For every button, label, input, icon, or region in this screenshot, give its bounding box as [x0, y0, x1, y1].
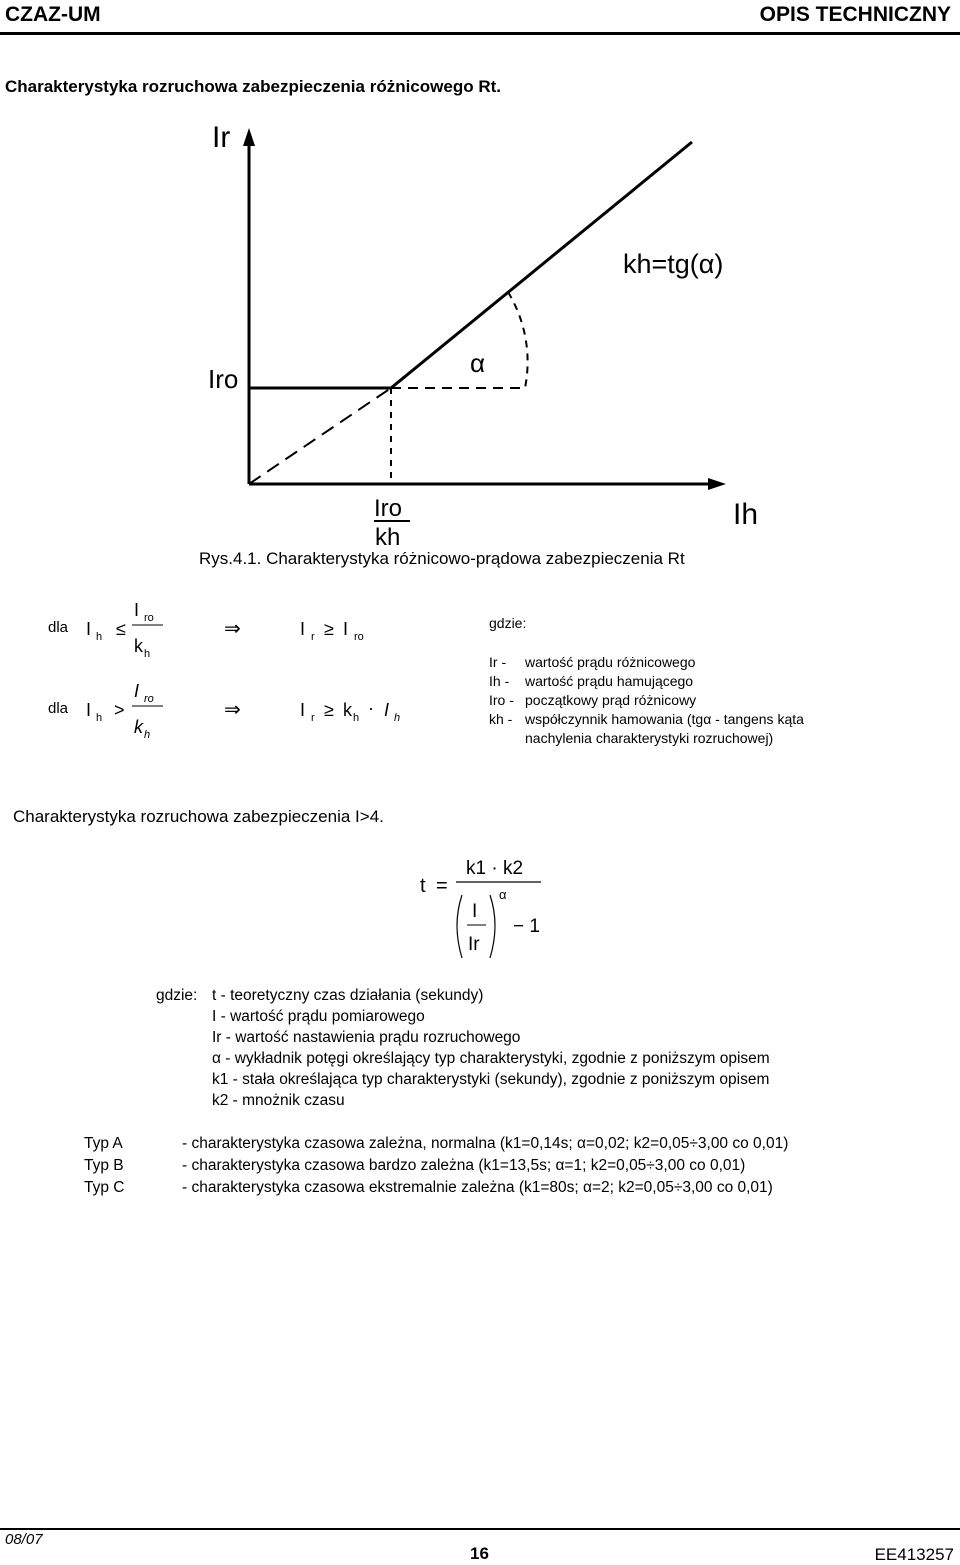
formula-exponent: α	[499, 887, 507, 902]
type-b-desc: - charakterystyka czasowa bardzo zależna (k1=13,5s; α=1; k2=0,05÷3,00 co 0,01)	[182, 1157, 746, 1174]
legend1-intro: gdzie:	[489, 615, 527, 631]
svg-text:≤: ≤	[116, 619, 126, 639]
x-axis-arrow	[708, 478, 726, 490]
footer-code: EE413257	[874, 1545, 954, 1564]
characteristic-diagram	[0, 0, 960, 560]
svg-text:h: h	[144, 729, 151, 741]
x-axis-label: Ih	[733, 498, 759, 531]
figure-caption: Rys.4.1. Charakterystyka różnicowo-prądowa zabezpieczenia Rt	[199, 549, 685, 568]
svg-text:h: h	[353, 712, 360, 724]
svg-text:h: h	[96, 631, 103, 643]
formula-base-den: Ir	[468, 934, 480, 955]
type-a-name: Typ A	[84, 1135, 123, 1152]
svg-text:⇒: ⇒	[224, 618, 241, 640]
svg-text:h: h	[96, 712, 103, 724]
legend2-item-1: I - wartość prądu pomiarowego	[212, 1008, 425, 1025]
footer-rule	[0, 1528, 960, 1530]
formula-numerator: k1 · k2	[466, 858, 524, 879]
formula-base-num: I	[472, 901, 478, 922]
legend1-sym-3: kh -	[489, 711, 513, 727]
svg-text:r: r	[311, 712, 315, 724]
slope-extension-dashed	[249, 388, 391, 484]
type-c-desc: - charakterystyka czasowa ekstremalnie zależna (k1=80s; α=2; k2=0,05÷3,00 co 0,01)	[182, 1179, 773, 1196]
svg-text:k: k	[134, 636, 143, 656]
svg-text:I: I	[300, 700, 306, 720]
formula-lhs: t	[420, 875, 426, 897]
footer-date: 08/07	[5, 1531, 43, 1548]
svg-text:k: k	[134, 717, 143, 737]
svg-text:h: h	[144, 648, 151, 660]
legend2-intro: gdzie:	[156, 987, 198, 1004]
slope-label: kh=tg(α)	[623, 249, 724, 279]
legend1-desc-3: współczynnik hamowania (tgα - tangens kąta	[525, 711, 804, 727]
legend1-desc-0: wartość prądu różnicowego	[525, 654, 696, 670]
formula-left-paren	[457, 895, 462, 958]
legend2-item-5: k2 - mnożnik czasu	[212, 1092, 345, 1109]
formula-right-paren	[490, 895, 495, 958]
svg-text:ro: ro	[354, 631, 364, 643]
legend1-continuation: nachylenia charakterystyki rozruchowej)	[525, 730, 774, 746]
type-a-desc: - charakterystyka czasowa zależna, normalna (k1=0,14s; α=0,02; k2=0,05÷3,00 co 0,01)	[182, 1135, 789, 1152]
x-marker-bottom: kh	[375, 524, 401, 551]
svg-text:⇒: ⇒	[224, 699, 241, 721]
svg-text:ro: ro	[144, 612, 154, 624]
section1-title: Charakterystyka rozruchowa zabezpieczenia różnicowego Rt.	[5, 77, 501, 96]
angle-label: α	[470, 348, 486, 378]
condition2-dla: dla	[48, 700, 69, 717]
header-left-title: CZAZ-UM	[5, 3, 101, 26]
svg-text:r: r	[311, 631, 315, 643]
legend2-item-2: Ir - wartość nastawienia prądu rozruchowego	[212, 1029, 521, 1046]
legend2-item-3: α - wykładnik potęgi określający typ charakterystyki, zgodnie z poniższym opisem	[212, 1050, 770, 1067]
svg-text:ro: ro	[144, 693, 154, 705]
condition1-dla: dla	[48, 619, 69, 636]
footer-page-number: 16	[470, 1544, 489, 1563]
svg-text:I: I	[86, 619, 92, 639]
y-axis-arrow	[243, 128, 255, 146]
svg-text:h: h	[394, 712, 401, 724]
svg-text:I: I	[134, 681, 140, 701]
section2-title: Charakterystyka rozruchowa zabezpieczenia I>4.	[13, 807, 384, 826]
svg-text:≥: ≥	[324, 700, 334, 720]
y-intercept-label: Iro	[208, 364, 239, 394]
legend2-item-0: t - teoretyczny czas działania (sekundy)	[212, 987, 484, 1004]
svg-text:≥: ≥	[324, 619, 334, 639]
svg-text:I: I	[134, 600, 140, 620]
svg-text:·: ·	[368, 698, 374, 718]
svg-text:>: >	[114, 700, 125, 720]
x-marker-top: Iro	[374, 495, 403, 522]
angle-arc	[508, 292, 528, 388]
legend1-desc-2: początkowy prąd różnicowy	[525, 692, 697, 708]
legend1-sym-2: Iro -	[489, 692, 514, 708]
type-b-name: Typ B	[84, 1157, 124, 1174]
formula-minus-one: − 1	[513, 916, 540, 937]
type-c-name: Typ C	[84, 1179, 125, 1196]
svg-text:I: I	[384, 700, 390, 720]
legend2-item-4: k1 - stała określająca typ charakterystyki (sekundy), zgodnie z poniższym opisem	[212, 1071, 770, 1088]
legend1-sym-0: Ir -	[489, 654, 507, 670]
svg-text:I: I	[343, 619, 349, 639]
y-axis-label: Ir	[212, 121, 231, 154]
header-right-title: OPIS TECHNICZNY	[759, 3, 951, 26]
legend1-sym-1: Ih -	[489, 673, 510, 689]
svg-text:k: k	[343, 700, 352, 720]
svg-text:I: I	[300, 619, 306, 639]
formula-eq: =	[436, 875, 448, 897]
svg-text:I: I	[86, 700, 92, 720]
legend1-desc-1: wartość prądu hamującego	[525, 673, 694, 689]
